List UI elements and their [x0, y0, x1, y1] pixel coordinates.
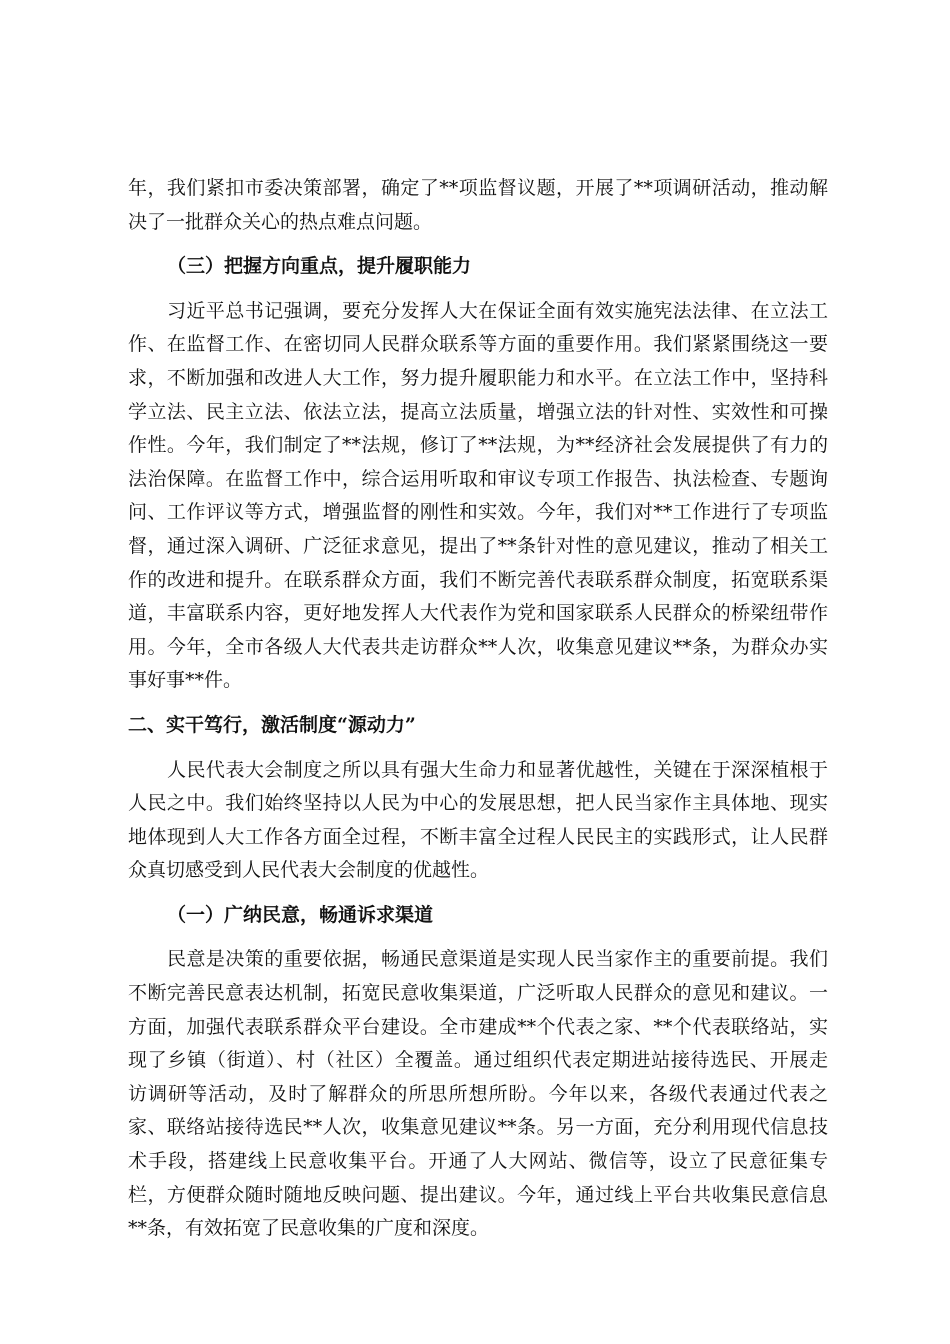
text-line: 方面，加强代表联系群众平台建设。全市建成**个代表之家、**个代表联络站，实 [128, 1015, 828, 1038]
text-line: 事好事**件。 [128, 669, 243, 692]
document-page [128, 172, 828, 1246]
text-line: 习近平总书记强调，要充分发挥人大在保证全面有效实施宪法法律、在立法工 [167, 299, 828, 322]
text-line: 不断完善民意表达机制，拓宽民意收集渠道，广泛听取人民群众的意见和建议。一 [128, 982, 828, 1005]
text-line: 人民代表大会制度之所以具有强大生命力和显著优越性，关键在于深深植根于 [167, 758, 828, 781]
text-line: 众真切感受到人民代表大会制度的优越性。 [128, 859, 490, 882]
text-line: 求，不断加强和改进人大工作，努力提升履职能力和水平。在立法工作中，坚持科 [128, 366, 828, 389]
paragraph-continuation [128, 172, 828, 239]
text-line: 访调研等活动，及时了解群众的所思所想所盼。今年以来，各级代表通过代表之 [128, 1082, 828, 1105]
text-line: 学立法、民主立法、依法立法，提高立法质量，增强立法的针对性、实效性和可操 [128, 400, 828, 423]
text-line: 年，我们紧扣市委决策部署，确定了**项监督议题，开展了**项调研活动，推动解 [128, 177, 828, 199]
section-subheading: （三）把握方向重点，提升履职能力 [167, 255, 472, 278]
text-line: 作性。今年，我们制定了**法规，修订了**法规，为**经济社会发展提供了有力的 [128, 434, 828, 457]
text-line: 家、联络站接待选民**人次，收集意见建议**条。另一方面，充分利用现代信息技 [128, 1116, 828, 1139]
section-subheading: （一）广纳民意，畅通诉求渠道 [167, 903, 434, 926]
text-line: 法治保障。在监督工作中，综合运用听取和审议专项工作报告、执法检查、专题询 [128, 467, 828, 490]
section-heading: 二、实干笃行，激活制度“源动力” [128, 713, 416, 736]
paragraph [128, 943, 828, 1245]
text-line: 作、在监督工作、在密切同人民群众联系等方面的重要作用。我们紧紧围绕这一要 [128, 333, 828, 356]
text-line: 栏，方便群众随时随地反映问题、提出建议。今年，通过线上平台共收集民意信息 [128, 1183, 828, 1206]
text-line: 人民之中。我们始终坚持以人民为中心的发展思想，把人民当家作主具体地、现实 [128, 792, 828, 815]
paragraph [128, 754, 828, 888]
text-line: 道，丰富联系内容，更好地发挥人大代表作为党和国家联系人民群众的桥梁纽带作 [128, 602, 828, 625]
text-line: 用。今年，全市各级人大代表共走访群众**人次，收集意见建议**条，为群众办实 [128, 635, 828, 658]
text-line: **条，有效拓宽了民意收集的广度和深度。 [128, 1217, 490, 1240]
text-line: 作的改进和提升。在联系群众方面，我们不断完善代表联系群众制度，拓宽联系渠 [128, 568, 828, 591]
text-line: 问、工作评议等方式，增强监督的刚性和实效。今年，我们对**工作进行了专项监 [128, 501, 828, 524]
text-line: 术手段，搭建线上民意收集平台。开通了人大网站、微信等，设立了民意征集专 [128, 1150, 828, 1173]
text-line: 督，通过深入调研、广泛征求意见，提出了**条针对性的意见建议，推动了相关工 [128, 534, 828, 557]
text-line: 决了一批群众关心的热点难点问题。 [128, 210, 433, 233]
text-line: 地体现到人大工作各方面全过程，不断丰富全过程人民民主的实践形式，让人民群 [128, 825, 828, 848]
text-line: 现了乡镇（街道）、村（社区）全覆盖。通过组织代表定期进站接待选民、开展走 [128, 1049, 828, 1072]
paragraph [128, 295, 828, 698]
text-line: 民意是决策的重要依据，畅通民意渠道是实现人民当家作主的重要前提。我们 [167, 948, 828, 971]
